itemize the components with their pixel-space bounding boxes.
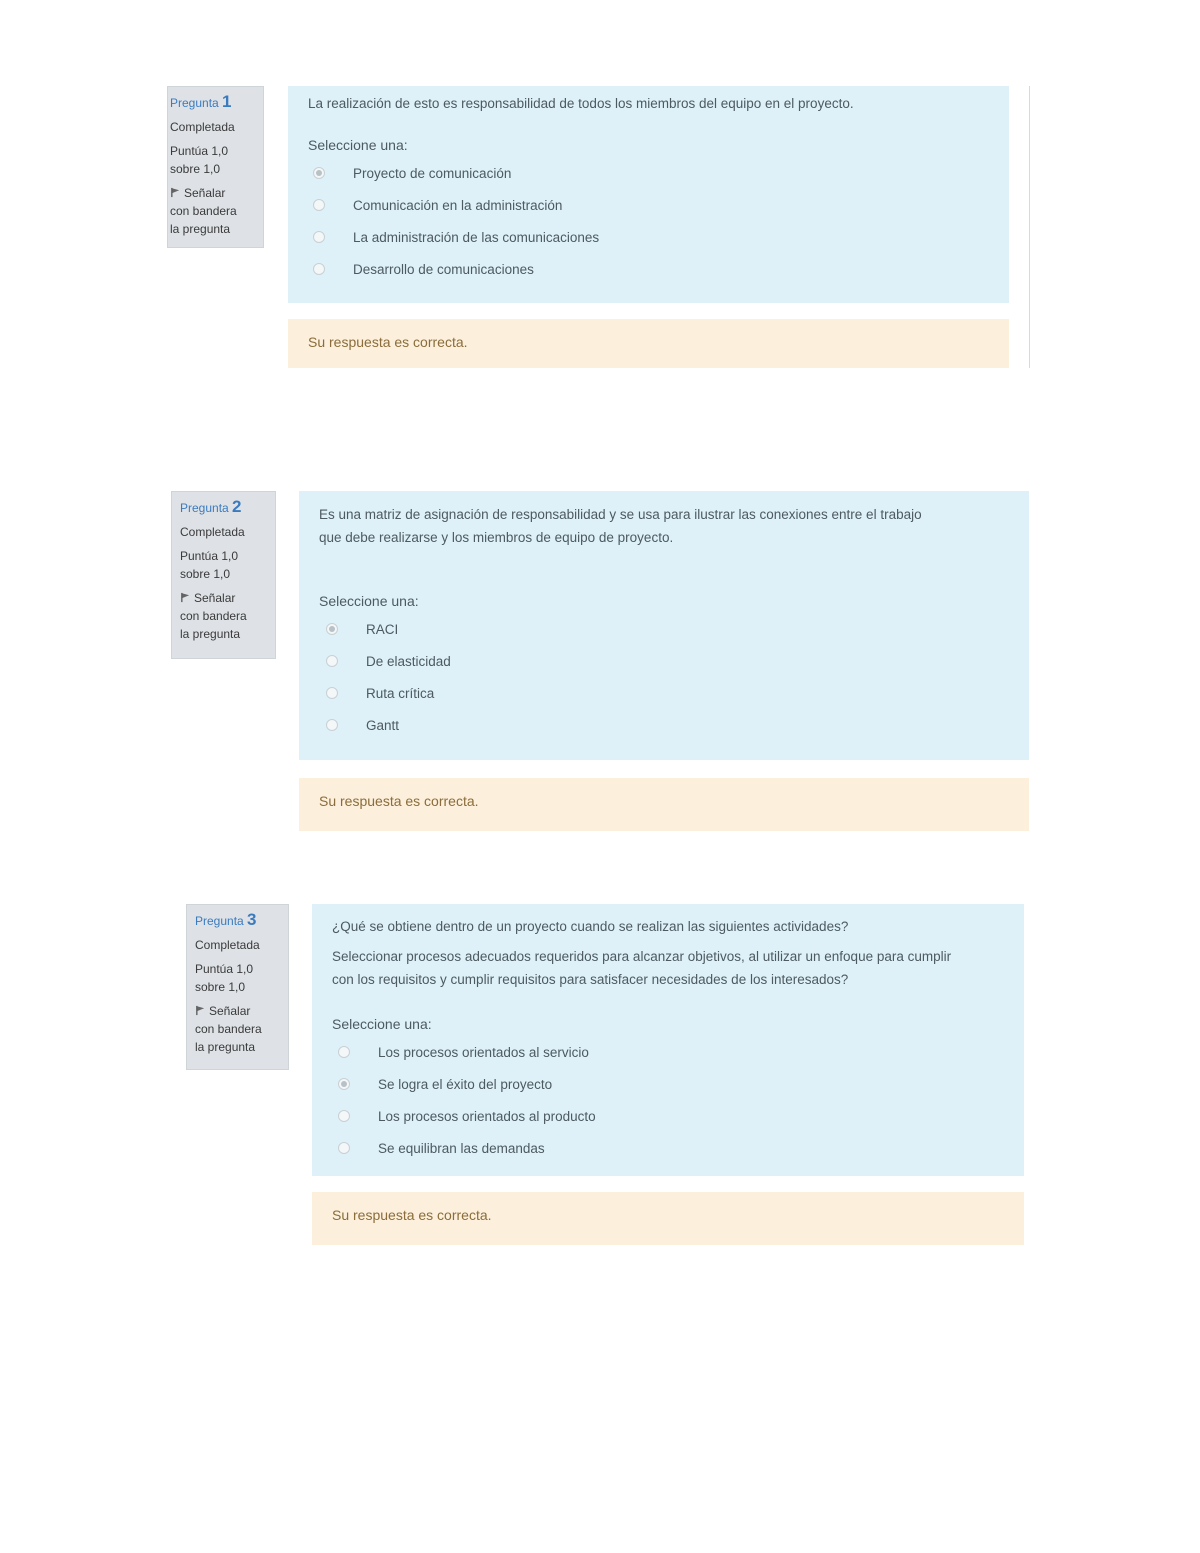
answer-option[interactable]	[338, 1036, 1004, 1068]
question-text	[319, 503, 1009, 549]
answer-option[interactable]	[313, 221, 989, 253]
grade-line-1: Puntúa 1,0	[170, 144, 229, 158]
answer-label: RACI	[366, 621, 399, 637]
answer-label: Se equilibran las demandas	[378, 1140, 545, 1156]
radio-button[interactable]	[338, 1046, 350, 1058]
flag-line-1: Señalar	[209, 1004, 251, 1018]
radio-button[interactable]	[338, 1110, 350, 1122]
answer-option[interactable]	[313, 189, 989, 221]
grade-line-2: sobre 1,0	[170, 162, 221, 176]
answer-label: Desarrollo de comunicaciones	[353, 261, 534, 277]
question-info	[167, 86, 264, 248]
feedback-text: Su respuesta es correcta.	[308, 334, 468, 350]
flag-icon	[195, 1005, 206, 1016]
flag-line-2: con bandera	[170, 204, 237, 218]
radio-button-selected[interactable]	[326, 623, 338, 635]
feedback-box	[312, 1192, 1024, 1245]
radio-button[interactable]	[326, 687, 338, 699]
grade-line-1: Puntúa 1,0	[180, 549, 239, 563]
question-text-line: La realización de esto es responsabilidad de todos los miembros del equipo en el proyecto.	[308, 96, 854, 111]
answer-label: Los procesos orientados al servicio	[378, 1044, 589, 1060]
question-number-label: Pregunta	[195, 914, 244, 928]
question-number	[195, 911, 288, 930]
radio-button[interactable]	[338, 1142, 350, 1154]
radio-button[interactable]	[326, 719, 338, 731]
feedback-text: Su respuesta es correcta.	[332, 1207, 492, 1223]
radio-button[interactable]	[313, 263, 325, 275]
radio-button-selected[interactable]	[313, 167, 325, 179]
answer-label: Gantt	[366, 717, 400, 733]
question-text-line: que debe realizarse y los miembros de equipo de proyecto.	[319, 530, 674, 545]
question-number-value: 3	[247, 910, 257, 929]
answer-option[interactable]	[313, 253, 989, 285]
answer-option[interactable]	[313, 157, 989, 189]
question-text-line: Seleccionar procesos adecuados requeridos para alcanzar objetivos, al utilizar un enfoque para cumplir	[332, 949, 952, 964]
question-text-line: con los requisitos y cumplir requisitos para satisfacer necesidades de los interesados?	[332, 972, 849, 987]
question-info	[171, 491, 276, 659]
flag-line-3: la pregunta	[195, 1040, 256, 1054]
answer-option[interactable]	[338, 1132, 1004, 1164]
question-grade	[195, 960, 288, 996]
grade-line-2: sobre 1,0	[195, 980, 246, 994]
answer-label: Se logra el éxito del proyecto	[378, 1076, 553, 1092]
grade-line-1: Puntúa 1,0	[195, 962, 254, 976]
question-number-value: 1	[222, 92, 232, 111]
answer-option[interactable]	[326, 677, 1009, 709]
question-text	[332, 915, 1004, 991]
flag-line-3: la pregunta	[180, 627, 241, 641]
question-number	[170, 93, 263, 112]
question-number-label: Pregunta	[180, 501, 229, 515]
answer-prompt: Seleccione una:	[332, 1016, 432, 1032]
answer-label: Comunicación en la administración	[353, 197, 563, 213]
answer-option[interactable]	[326, 645, 1009, 677]
answer-prompt: Seleccione una:	[308, 137, 408, 153]
answer-label: De elasticidad	[366, 653, 451, 669]
answer-option[interactable]	[338, 1068, 1004, 1100]
flag-line-1: Señalar	[184, 186, 226, 200]
flag-question-link[interactable]	[180, 589, 275, 643]
question-number	[180, 498, 275, 517]
question-number-value: 2	[232, 497, 242, 516]
flag-line-2: con bandera	[195, 1022, 262, 1036]
question-state: Completada	[180, 525, 245, 539]
answer-option[interactable]	[326, 613, 1009, 645]
question-content	[299, 491, 1029, 760]
answer-list	[326, 613, 1009, 741]
feedback-text: Su respuesta es correcta.	[319, 793, 479, 809]
answer-label: Ruta crítica	[366, 685, 435, 701]
question-info	[186, 904, 289, 1070]
radio-button[interactable]	[326, 655, 338, 667]
answer-list	[338, 1036, 1004, 1164]
feedback-box	[299, 778, 1029, 831]
question-content	[288, 86, 1009, 303]
answer-prompt: Seleccione una:	[319, 593, 419, 609]
answer-label: Proyecto de comunicación	[353, 165, 512, 181]
answer-option[interactable]	[338, 1100, 1004, 1132]
question-content	[312, 904, 1024, 1176]
flag-line-2: con bandera	[180, 609, 247, 623]
question-state: Completada	[170, 120, 235, 134]
answer-label: La administración de las comunicaciones	[353, 229, 600, 245]
question-text-line: ¿Qué se obtiene dentro de un proyecto cuando se realizan las siguientes actividades?	[332, 919, 849, 934]
answer-option[interactable]	[326, 709, 1009, 741]
answer-list	[313, 157, 989, 285]
radio-button[interactable]	[313, 231, 325, 243]
flag-icon	[170, 187, 181, 198]
grade-line-2: sobre 1,0	[180, 567, 231, 581]
flag-line-3: la pregunta	[170, 222, 231, 236]
question-text-line: Es una matriz de asignación de responsabilidad y se usa para ilustrar las conexiones entre el trabajo	[319, 507, 922, 522]
radio-button[interactable]	[313, 199, 325, 211]
feedback-box	[288, 319, 1009, 368]
flag-question-link[interactable]	[195, 1002, 288, 1056]
question-state: Completada	[195, 938, 260, 952]
question-grade	[170, 142, 263, 178]
radio-button-selected[interactable]	[338, 1078, 350, 1090]
question-number-label: Pregunta	[170, 96, 219, 110]
flag-line-1: Señalar	[194, 591, 236, 605]
flag-question-link[interactable]	[170, 184, 263, 238]
answer-label: Los procesos orientados al producto	[378, 1108, 596, 1124]
question-text	[308, 92, 989, 115]
flag-icon	[180, 592, 191, 603]
divider-line	[1029, 86, 1030, 368]
question-grade	[180, 547, 275, 583]
